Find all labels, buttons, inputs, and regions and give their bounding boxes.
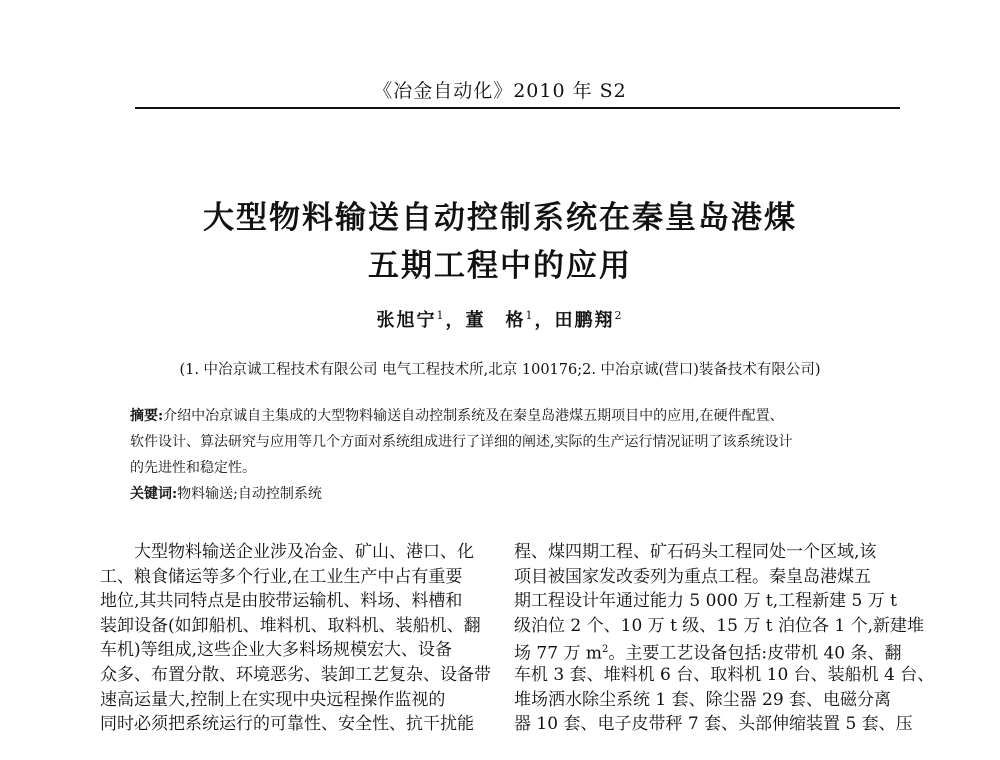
body-line: 期工程设计年通过能力 5 000 万 t,工程新建 5 万 t — [514, 591, 897, 612]
body-line: 地位,其共同特点是由胶带运输机、料场、料槽和 — [100, 591, 463, 612]
author-affil-mark: 2 — [614, 309, 624, 322]
header-rule — [135, 107, 900, 109]
keywords — [130, 483, 322, 503]
paper-title-line-2: 五期工程中的应用 — [368, 248, 632, 284]
author-list — [0, 306, 1000, 332]
keywords-label: 关键词: — [130, 486, 178, 502]
author-separator: ， — [445, 310, 466, 331]
body-column-left — [100, 540, 491, 737]
abstract-line — [130, 405, 784, 425]
body-line: 装卸设备(如卸船机、堆料机、取料机、装船机、翻 — [100, 615, 481, 636]
body-line: 堆场洒水除尘系统 1 套、除尘器 29 套、电磁分离 — [514, 689, 892, 710]
body-line: 车机)等组成,这些企业大多料场规模宏大、设备 — [100, 640, 453, 661]
affiliation: (1. 中冶京诚工程技术有限公司 电气工程技术所,北京 100176;2. 中冶京诚(营口)装备技术有限公司) — [179, 362, 821, 378]
author-name: 张旭宁 — [376, 310, 437, 331]
author-affil-mark: 1 — [525, 309, 535, 322]
body-text: 场 77 万 m — [514, 644, 602, 665]
body-line: 级泊位 2 个、10 万 t 级、15 万 t 泊位各 1 个,新建堆 — [514, 615, 924, 636]
body-line — [514, 638, 934, 663]
journal-header: 《冶金自动化》2010 年 S2 — [373, 80, 627, 102]
body-line: 项目被国家发改委列为重点工程。秦皇岛港煤五 — [514, 566, 871, 587]
author-separator: ， — [534, 310, 555, 331]
author-affil-mark: 1 — [436, 309, 446, 322]
body-line: 同时必须把系统运行的可靠性、安全性、抗干扰能 — [100, 714, 474, 735]
paper-title-line-1: 大型物料输送自动控制系统在秦皇岛港煤 — [203, 200, 797, 236]
body-column-right — [514, 540, 934, 737]
abstract-line: 的先进性和稳定性。 — [130, 460, 256, 476]
abstract-line: 软件设计、算法研究与应用等几个方面对系统组成进行了详细的阐述,实际的生产运行情况证明了该系统设计 — [130, 434, 793, 450]
abstract-label: 摘要: — [130, 408, 164, 424]
superscript: 2 — [601, 644, 609, 656]
body-line: 工、粮食储运等多个行业,在工业生产中占有重要 — [100, 566, 463, 587]
keywords-text: 物料输送;自动控制系统 — [177, 486, 322, 502]
body-text: 。主要工艺设备包括:皮带机 40 条、翻 — [608, 644, 902, 665]
body-line: 众多、布置分散、环境恶劣、装卸工艺复杂、设备带 — [100, 664, 491, 685]
body-line: 车机 3 套、堆料机 6 台、取料机 10 台、装船机 4 台、 — [514, 664, 935, 685]
body-line: 速高运量大,控制上在实现中央远程操作监视的 — [100, 689, 446, 710]
author-name: 田鹏翔 — [554, 310, 615, 331]
body-line: 大型物料输送企业涉及冶金、矿山、港口、化 — [134, 542, 474, 562]
body-line: 器 10 套、电子皮带秤 7 套、头部伸缩装置 5 套、压 — [514, 714, 913, 735]
body-line: 程、煤四期工程、矿石码头工程同处一个区域,该 — [514, 542, 877, 562]
abstract-text: 介绍中冶京诚自主集成的大型物料输送自动控制系统及在秦皇岛港煤五期项目中的应用,在硬件配置、 — [163, 408, 784, 424]
author-name: 董 格 — [465, 310, 526, 331]
